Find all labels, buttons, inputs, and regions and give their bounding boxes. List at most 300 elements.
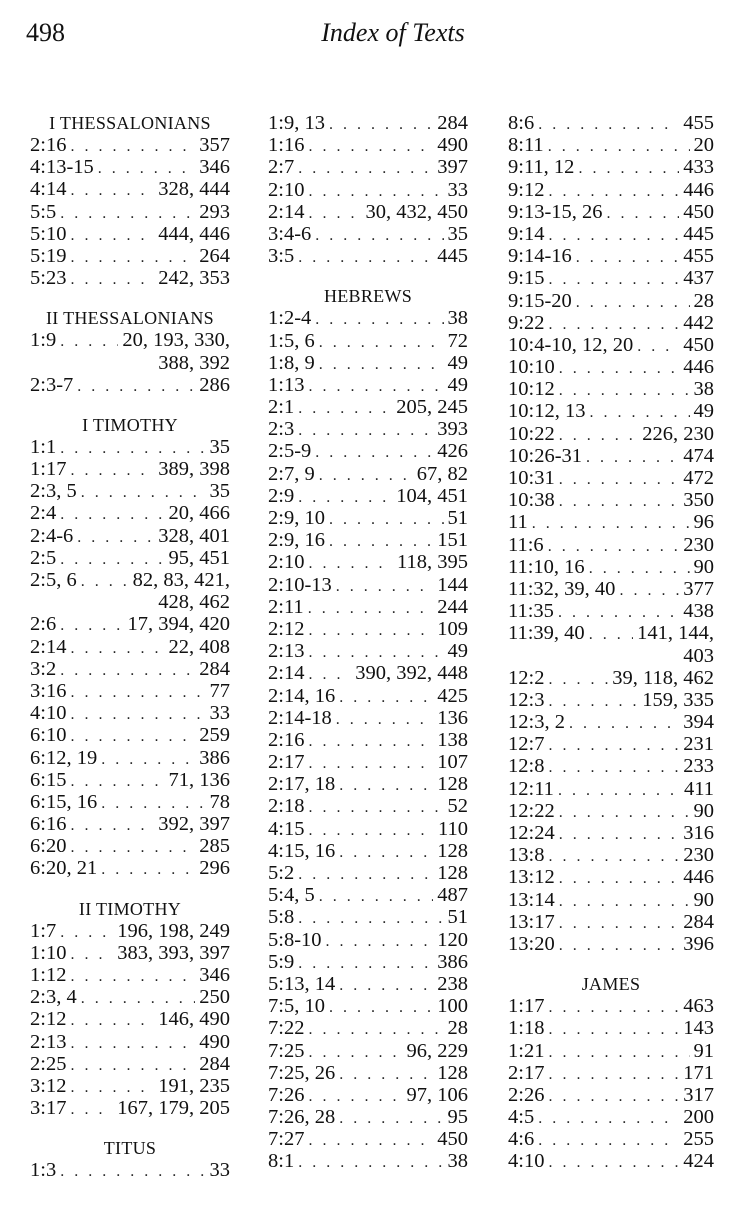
index-entry	[30, 613, 230, 635]
entry-pages: 386	[199, 746, 230, 769]
book-title: II THESSALONIANS	[46, 308, 214, 329]
index-entry	[268, 440, 468, 462]
entry-pages: 35	[209, 480, 230, 503]
index-entry	[508, 889, 714, 911]
index-entry	[268, 1150, 468, 1172]
entry-reference: 9:11, 12	[508, 156, 575, 179]
index-entry	[30, 1053, 230, 1075]
entry-reference: 2:7	[268, 156, 295, 179]
dot-leader	[60, 203, 195, 225]
dot-leader	[70, 682, 205, 704]
entry-reference: 12:24	[508, 822, 555, 844]
entry-reference: 11:32, 39, 40	[508, 577, 616, 600]
entry-pages: 450	[683, 333, 714, 356]
dot-leader	[308, 203, 361, 225]
book-title: JAMES	[581, 974, 641, 995]
entry-reference: 1:17	[508, 995, 545, 1018]
entry-reference: 7:27	[268, 1128, 305, 1151]
entry-pages: 445	[683, 222, 714, 245]
index-entry	[508, 1128, 714, 1150]
entry-reference: 1:7	[30, 919, 57, 942]
index-entry	[268, 223, 468, 245]
index-entry	[30, 835, 230, 857]
entry-reference: 9:22	[508, 311, 545, 334]
dot-leader	[548, 1086, 679, 1108]
index-column-3	[508, 112, 714, 1173]
index-entry	[508, 600, 714, 622]
entry-reference: 12:8	[508, 755, 545, 778]
entry-pages: 136	[437, 706, 468, 729]
dot-leader	[319, 354, 444, 376]
dot-leader	[548, 314, 679, 336]
index-entry	[30, 1075, 230, 1097]
dot-leader	[70, 638, 164, 660]
entry-pages: 317	[683, 1083, 714, 1106]
index-entry	[268, 134, 468, 156]
book-title: HEBREWS	[323, 286, 413, 307]
entry-pages: 284	[199, 657, 230, 680]
entry-reference: 1:21	[508, 1039, 545, 1062]
entry-pages: 159, 335	[642, 688, 714, 711]
index-entry	[268, 1040, 468, 1062]
dot-leader	[559, 380, 690, 402]
entry-reference: 2:10-13	[268, 573, 332, 596]
entry-reference: 13:8	[508, 844, 545, 867]
entry-pages: 30, 432, 450	[365, 200, 468, 223]
entry-reference: 3:16	[30, 679, 67, 702]
index-entry	[30, 329, 230, 351]
entry-reference: 9:14	[508, 222, 545, 245]
index-entry	[508, 445, 714, 467]
dot-leader	[548, 997, 679, 1019]
entry-reference: 4:13-15	[30, 156, 94, 179]
entry-reference: 10:26-31	[508, 444, 583, 467]
entry-pages: 52	[447, 795, 468, 818]
index-entry	[268, 396, 468, 418]
entry-reference: 2:18	[268, 795, 305, 818]
dot-leader	[308, 1019, 443, 1041]
entry-pages: 49	[447, 351, 468, 374]
index-entry	[508, 489, 714, 511]
dot-leader	[70, 704, 205, 726]
entry-pages: 238	[437, 972, 468, 995]
index-section	[508, 112, 714, 955]
entry-reference: 4:15, 16	[268, 839, 336, 862]
entry-pages: 377	[683, 577, 714, 600]
index-entry	[30, 636, 230, 658]
entry-pages: 450	[683, 200, 714, 223]
entry-reference: 2:17	[508, 1061, 545, 1084]
dot-leader	[559, 913, 680, 935]
index-entry	[508, 112, 714, 134]
entry-reference: 2:12	[268, 617, 305, 640]
dot-leader	[308, 642, 443, 664]
entry-pages: 487	[437, 884, 468, 907]
index-entry	[508, 844, 714, 866]
entry-pages: 167, 179, 205	[117, 1097, 230, 1120]
dot-leader	[548, 269, 679, 291]
dot-leader	[308, 731, 433, 753]
entry-reference: 8:6	[508, 112, 535, 134]
entry-pages: 20	[693, 134, 714, 157]
index-section	[268, 285, 468, 1172]
entry-pages: 463	[683, 995, 714, 1018]
index-entry	[508, 400, 714, 422]
index-entry	[508, 1040, 714, 1062]
entry-pages: 357	[199, 134, 230, 156]
entry-reference: 5:2	[268, 862, 295, 884]
index-entry	[268, 574, 468, 596]
dot-leader	[548, 136, 690, 158]
dot-leader	[308, 1042, 402, 1064]
index-entry	[268, 707, 468, 729]
dot-leader	[538, 1108, 679, 1130]
dot-leader	[559, 358, 680, 380]
entry-pages: 33	[209, 1159, 230, 1182]
index-entry	[268, 352, 468, 374]
dot-leader	[70, 1099, 113, 1121]
entry-reference: 10:4-10, 12, 20	[508, 333, 634, 356]
index-section	[268, 112, 468, 267]
entry-reference: 4:10	[508, 1150, 545, 1173]
entry-reference: 4:5	[508, 1106, 535, 1129]
dot-leader	[308, 620, 433, 642]
entry-reference: 12:3	[508, 688, 545, 711]
entry-reference: 2:3	[268, 418, 295, 441]
index-entry	[508, 667, 714, 689]
entry-reference: 13:20	[508, 932, 555, 955]
entry-reference: 1:2-4	[268, 307, 312, 330]
entry-reference: 2:14	[30, 635, 67, 658]
entry-pages: 141, 144,	[637, 622, 714, 645]
dot-leader	[70, 136, 195, 158]
entry-pages: 49	[447, 640, 468, 663]
dot-leader	[339, 775, 433, 797]
entry-pages: 90	[693, 888, 714, 911]
index-entry	[268, 773, 468, 795]
dot-leader	[548, 1064, 679, 1086]
index-entry	[508, 312, 714, 334]
index-entry	[508, 156, 714, 178]
index-entry	[268, 929, 468, 951]
entry-reference: 9:12	[508, 178, 545, 201]
dot-leader	[70, 1055, 195, 1077]
entry-pages: 426	[437, 440, 468, 463]
dot-leader	[339, 1108, 443, 1130]
entry-reference: 4:6	[508, 1128, 535, 1151]
entry-pages: 67, 82	[416, 462, 468, 485]
dot-leader	[589, 402, 689, 424]
dot-leader	[60, 660, 195, 682]
dot-leader	[315, 225, 443, 247]
dot-leader	[81, 482, 206, 504]
index-entry	[268, 840, 468, 862]
entry-reference: 8:1	[268, 1150, 295, 1173]
entry-pages: 316	[683, 822, 714, 844]
entry-reference: 6:16	[30, 813, 67, 836]
index-entry	[508, 778, 714, 800]
index-entry	[268, 729, 468, 751]
entry-pages: 95, 451	[168, 546, 230, 569]
index-entry	[268, 112, 468, 134]
entry-reference: 11:10, 16	[508, 555, 585, 578]
index-entry	[508, 423, 714, 445]
index-entry	[508, 755, 714, 777]
index-entry	[268, 662, 468, 684]
entry-reference: 10:10	[508, 356, 555, 379]
entry-pages: 38	[447, 1150, 468, 1173]
index-entry	[268, 884, 468, 906]
entry-reference: 4:10	[30, 702, 67, 725]
dot-leader	[308, 820, 434, 842]
index-entry	[30, 747, 230, 769]
dot-leader	[548, 757, 679, 779]
dot-leader	[569, 713, 679, 735]
entry-reference: 4:15	[268, 817, 305, 840]
index-entry	[268, 1017, 468, 1039]
dot-leader	[101, 749, 195, 771]
index-entry	[268, 818, 468, 840]
dot-leader	[315, 309, 443, 331]
dot-leader	[339, 687, 433, 709]
entry-pages: 128	[437, 862, 468, 884]
index-entry	[508, 223, 714, 245]
entry-pages: 296	[199, 857, 230, 880]
entry-reference: 2:6	[30, 613, 57, 636]
entry-reference: 2:9, 10	[268, 507, 325, 529]
entry-reference: 2:16	[268, 728, 305, 751]
entry-reference: 1:18	[508, 1017, 545, 1040]
entry-reference: 2:12	[30, 1008, 67, 1031]
dot-leader	[339, 1064, 433, 1086]
index-entry	[30, 658, 230, 680]
index-entry	[268, 551, 468, 573]
entry-pages: 284	[683, 910, 714, 933]
entry-reference: 10:12, 13	[508, 400, 586, 423]
entry-pages: 396	[683, 932, 714, 955]
entry-pages: 109	[437, 617, 468, 640]
entry-pages-continued: 428, 462	[158, 591, 230, 614]
entry-reference: 1:17	[30, 458, 67, 481]
index-entry	[30, 245, 230, 267]
dot-leader	[548, 536, 680, 558]
entry-pages: 425	[437, 684, 468, 707]
entry-pages: 39, 118, 462	[612, 666, 714, 689]
entry-reference: 5:8-10	[268, 928, 322, 951]
index-entry	[508, 179, 714, 201]
dot-leader	[308, 753, 433, 775]
dot-leader	[319, 332, 444, 354]
dot-leader	[70, 247, 195, 269]
index-entry	[508, 578, 714, 600]
entry-pages: 389, 398	[158, 458, 230, 481]
entry-reference: 7:26	[268, 1083, 305, 1106]
index-entry	[508, 822, 714, 844]
entry-reference: 2:5-9	[268, 440, 312, 463]
dot-leader	[81, 571, 129, 593]
entry-pages-continued: 403	[683, 644, 714, 667]
dot-leader	[326, 931, 434, 953]
entry-pages: 35	[209, 435, 230, 458]
entry-pages: 490	[437, 134, 468, 157]
index-entry	[268, 201, 468, 223]
dot-leader	[319, 886, 434, 908]
entry-pages: 118, 395	[397, 551, 468, 574]
index-entry	[508, 995, 714, 1017]
dot-leader	[538, 1130, 679, 1152]
index-section	[30, 414, 230, 880]
entry-pages: 424	[683, 1150, 714, 1173]
entry-pages: 128	[437, 773, 468, 796]
entry-pages: 128	[437, 1061, 468, 1084]
index-entry	[30, 791, 230, 813]
entry-reference: 2:4	[30, 502, 57, 525]
dot-leader	[559, 491, 680, 513]
entry-reference: 4:14	[30, 178, 67, 201]
entry-reference: 12:2	[508, 666, 545, 689]
index-entry	[268, 529, 468, 551]
index-entry	[268, 751, 468, 773]
entry-pages: 90	[693, 799, 714, 822]
index-column-2	[268, 112, 468, 1173]
dot-leader	[298, 1152, 443, 1174]
index-entry	[508, 534, 714, 556]
dot-leader	[60, 1161, 205, 1183]
dot-leader	[558, 780, 680, 802]
entry-pages: 144	[437, 573, 468, 596]
entry-pages: 71, 136	[168, 768, 230, 791]
index-entry	[30, 223, 230, 245]
index-entry	[30, 201, 230, 223]
dot-leader	[548, 735, 679, 757]
entry-reference: 7:25	[268, 1039, 305, 1062]
dot-leader	[578, 158, 679, 180]
dot-leader	[548, 691, 638, 713]
entry-reference: 7:25, 26	[268, 1061, 336, 1084]
dot-leader	[70, 771, 164, 793]
dot-leader	[559, 935, 680, 957]
entry-pages: 442	[683, 311, 714, 334]
index-entry	[268, 245, 468, 267]
entry-reference: 5:23	[30, 267, 67, 290]
entry-reference: 2:4-6	[30, 524, 74, 547]
dot-leader	[298, 158, 433, 180]
dot-leader	[637, 336, 679, 358]
entry-reference: 13:12	[508, 866, 555, 889]
index-entry	[508, 511, 714, 533]
entry-pages-continued: 388, 392	[158, 351, 230, 374]
dot-leader	[60, 922, 113, 944]
entry-pages: 328, 401	[158, 524, 230, 547]
index-entry	[268, 156, 468, 178]
entry-pages: 264	[199, 244, 230, 267]
index-section	[30, 1137, 230, 1181]
entry-reference: 9:14-16	[508, 245, 572, 268]
book-title: I THESSALONIANS	[49, 113, 211, 133]
entry-pages: 104, 451	[396, 484, 468, 507]
entry-reference: 7:26, 28	[268, 1106, 336, 1129]
dot-leader	[70, 726, 195, 748]
index-entry	[268, 685, 468, 707]
index-entry	[30, 702, 230, 724]
index-entry	[508, 1017, 714, 1039]
dot-leader	[532, 513, 690, 535]
entry-pages: 255	[683, 1128, 714, 1151]
entry-reference: 2:17, 18	[268, 773, 336, 796]
entry-reference: 5:19	[30, 244, 67, 267]
index-entry	[508, 800, 714, 822]
index-entry	[268, 973, 468, 995]
index-section	[30, 898, 230, 1120]
dot-leader	[298, 953, 433, 975]
dot-leader	[329, 997, 433, 1019]
entry-pages: 35	[447, 222, 468, 245]
entry-pages: 286	[199, 373, 230, 396]
entry-reference: 3:4-6	[268, 222, 312, 245]
entry-pages: 284	[437, 112, 468, 134]
entry-pages: 191, 235	[158, 1074, 230, 1097]
dot-leader	[558, 602, 679, 624]
dot-leader	[559, 824, 680, 846]
entry-pages: 390, 392, 448	[355, 662, 468, 685]
index-entry	[30, 458, 230, 480]
dot-leader	[336, 576, 433, 598]
entry-pages: 51	[447, 906, 468, 929]
dot-leader	[308, 553, 393, 575]
dot-leader	[60, 615, 123, 637]
entry-pages: 383, 393, 397	[117, 941, 230, 964]
dot-leader	[308, 598, 434, 620]
dot-leader	[619, 580, 679, 602]
entry-reference: 2:7, 9	[268, 462, 315, 485]
index-entry	[268, 951, 468, 973]
entry-pages: 196, 198, 249	[117, 919, 230, 942]
entry-pages: 242, 353	[158, 267, 230, 290]
entry-pages: 72	[447, 329, 468, 352]
entry-pages: 444, 446	[158, 222, 230, 245]
dot-leader	[548, 846, 679, 868]
index-entry	[508, 711, 714, 733]
index-entry	[508, 933, 714, 955]
index-entry	[268, 862, 468, 884]
entry-pages: 28	[447, 1017, 468, 1040]
dot-leader	[589, 558, 690, 580]
index-section	[508, 973, 714, 1173]
index-entry	[508, 1150, 714, 1172]
index-entry	[268, 596, 468, 618]
entry-reference: 10:22	[508, 422, 555, 445]
index-column-1	[30, 112, 230, 1182]
dot-leader	[298, 908, 443, 930]
entry-reference: 2:3-7	[30, 373, 74, 396]
entry-pages: 38	[447, 307, 468, 330]
entry-pages: 143	[683, 1017, 714, 1040]
index-entry	[268, 418, 468, 440]
entry-pages: 33	[209, 702, 230, 725]
index-entry	[30, 1097, 230, 1119]
entry-reference: 10:12	[508, 378, 555, 401]
entry-reference: 8:11	[508, 134, 544, 157]
entry-pages: 455	[683, 245, 714, 268]
entry-pages: 259	[199, 724, 230, 747]
entry-reference: 11:39, 40	[508, 622, 585, 645]
index-entry	[30, 156, 230, 178]
index-entry	[30, 502, 230, 524]
dot-leader	[586, 447, 679, 469]
entry-pages: 284	[199, 1052, 230, 1075]
index-entry	[508, 334, 714, 356]
entry-pages: 346	[199, 964, 230, 986]
